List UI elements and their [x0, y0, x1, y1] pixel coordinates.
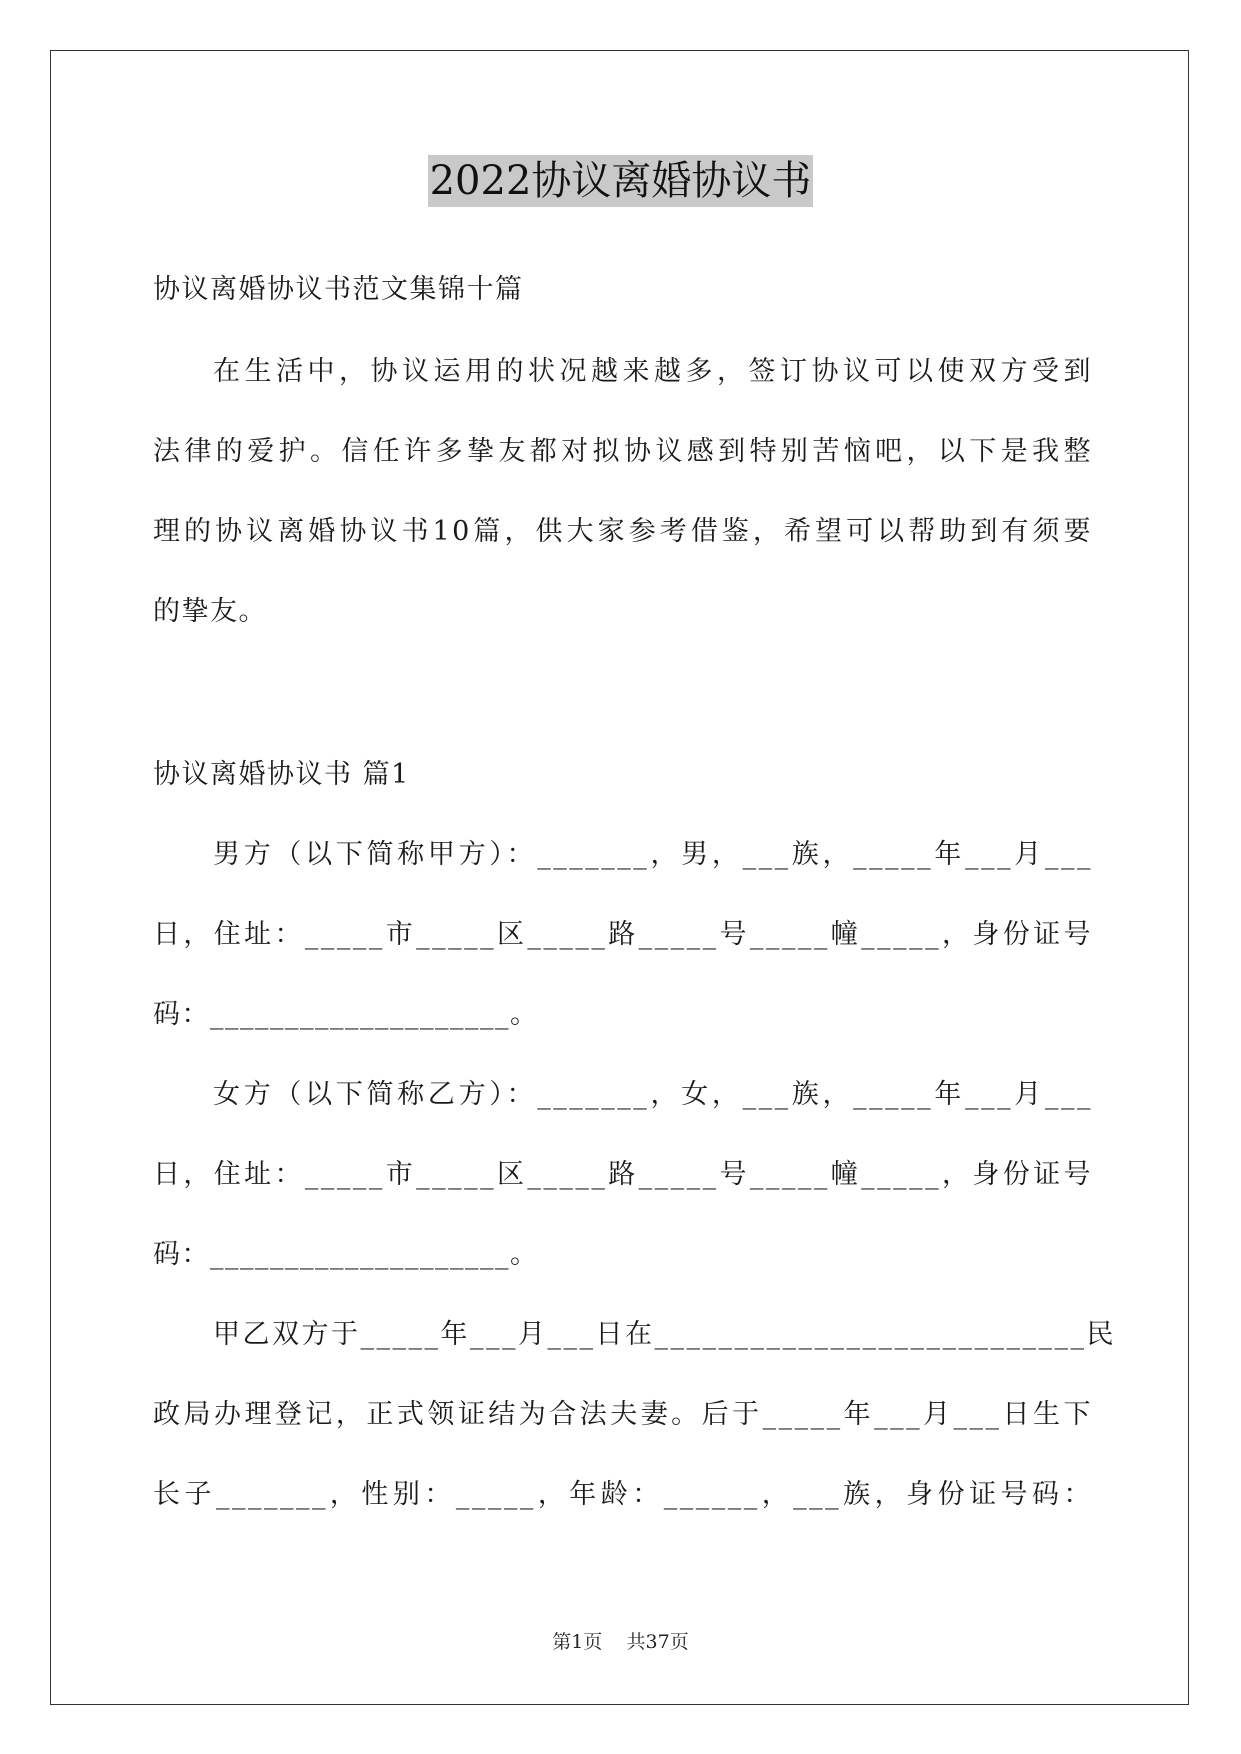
marriage-line-1: 甲乙双方于_____年___月___日在___________________________民	[213, 1319, 1116, 1350]
title-container	[0, 155, 1241, 207]
page-footer	[0, 1627, 1241, 1654]
intro-line-3: 理的协议离婚协议书10篇，供大家参考借鉴，希望可以帮助到有须要	[153, 516, 1093, 547]
page-number: 第1页	[552, 1631, 603, 1653]
wife-line-1: 女方（以下简称乙方）：_______，女，___族，_____年___月___	[213, 1079, 1093, 1110]
document-subtitle: 协议离婚协议书范文集锦十篇	[153, 274, 524, 305]
husband-line-1: 男方（以下简称甲方）：_______，男，___族，_____年___月___	[213, 839, 1093, 870]
intro-line-2: 法律的爱护。信任许多挚友都对拟协议感到特别苦恼吧，以下是我整	[153, 436, 1093, 467]
document-title: 2022协议离婚协议书	[428, 155, 814, 207]
marriage-line-3: 长子_______，性别：_____，年龄：______，___族，身份证号码：	[153, 1479, 1093, 1510]
husband-line-2: 日，住址：_____市_____区_____路_____号_____幢_____，身份证号	[153, 919, 1093, 950]
marriage-line-2: 政局办理登记，正式领证结为合法夫妻。后于_____年___月___日生下	[153, 1399, 1093, 1430]
husband-line-3: 码：____________________。	[153, 999, 539, 1030]
intro-line-1: 在生活中，协议运用的状况越来越多，签订协议可以使双方受到	[213, 356, 1093, 387]
section-heading: 协议离婚协议书 篇1	[153, 759, 410, 790]
intro-line-4: 的挚友。	[153, 596, 267, 627]
wife-line-2: 日，住址：_____市_____区_____路_____号_____幢_____，身份证号	[153, 1159, 1093, 1190]
wife-line-3: 码：____________________。	[153, 1239, 539, 1270]
page-total: 共37页	[626, 1631, 689, 1653]
